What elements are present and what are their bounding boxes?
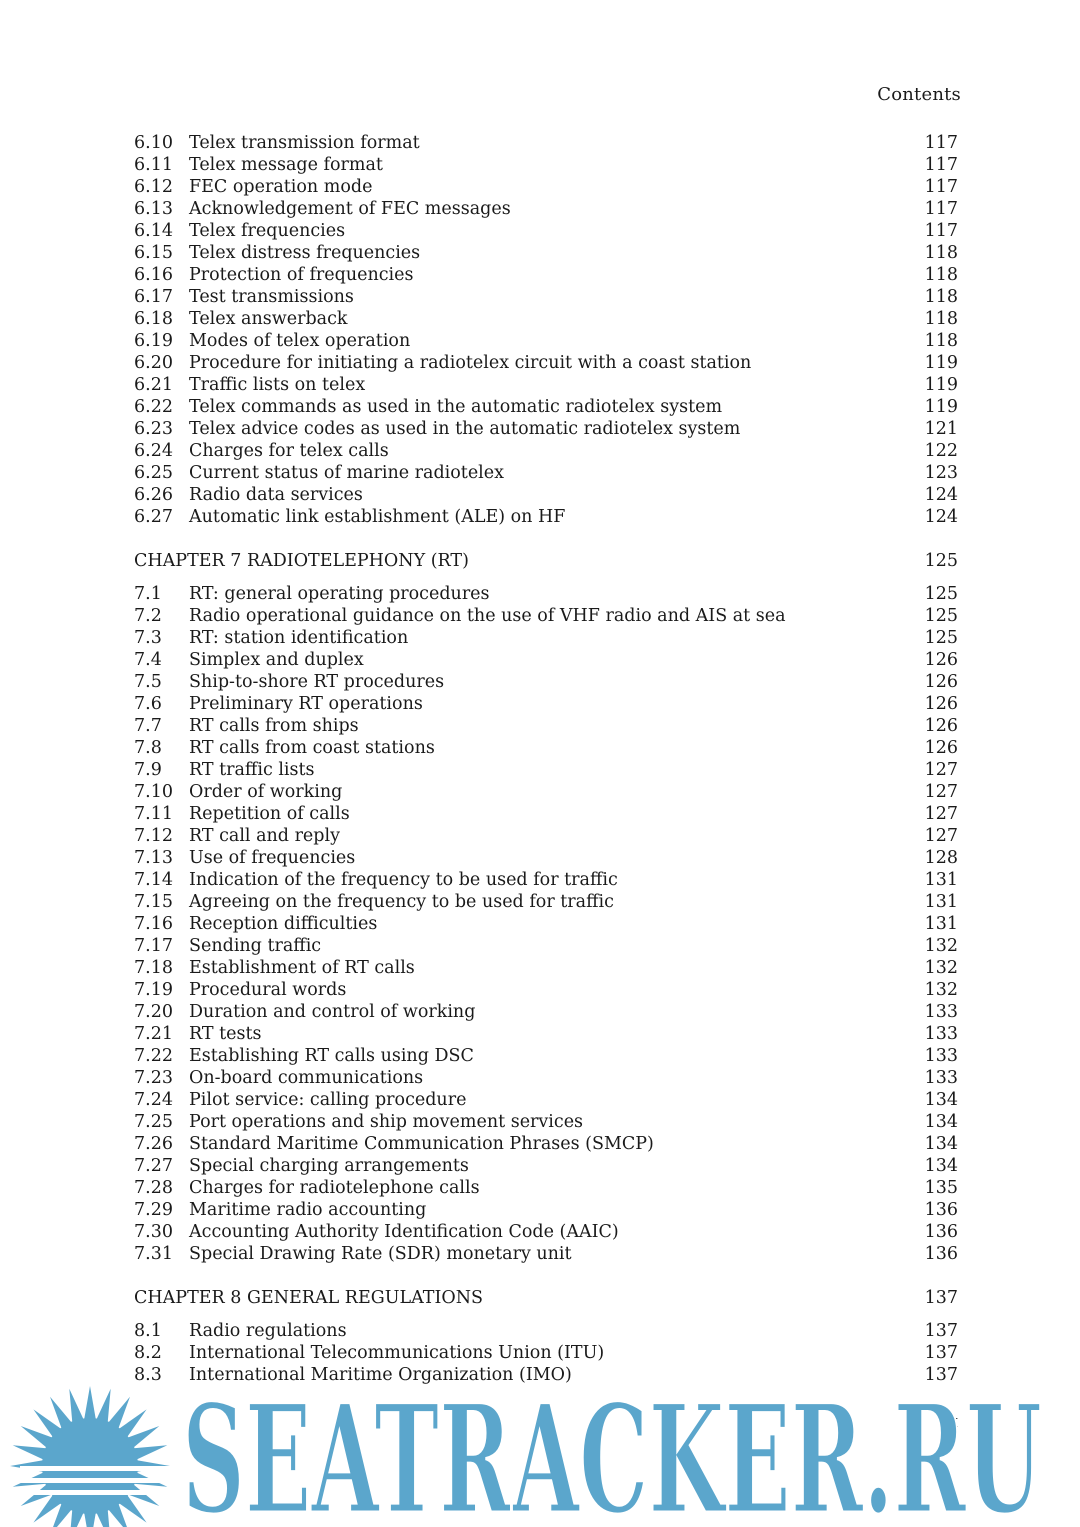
section-title: Telex advice codes as used in the automatic radiotelex system xyxy=(189,419,741,439)
toc-entry[interactable] xyxy=(134,671,958,693)
chapter-8-heading[interactable] xyxy=(134,1287,958,1309)
section-title: Repetition of calls xyxy=(189,804,350,824)
toc-entry[interactable] xyxy=(134,396,958,418)
section-title: Procedure for initiating a radiotelex circuit with a coast station xyxy=(189,353,752,373)
toc-entry[interactable] xyxy=(134,1089,958,1111)
toc-entry[interactable] xyxy=(134,1221,958,1243)
section-number: 7.19 xyxy=(134,980,173,1000)
section-page-number: 125 xyxy=(924,628,958,648)
toc-entry[interactable] xyxy=(134,132,958,154)
section-page-number: 132 xyxy=(924,980,958,1000)
chapter-title: CHAPTER 7 RADIOTELEPHONY (RT) xyxy=(134,551,469,571)
section-page-number: 124 xyxy=(924,485,958,505)
section-title: Traffic lists on telex xyxy=(189,375,366,395)
toc-entry[interactable] xyxy=(134,583,958,605)
section-page-number: 133 xyxy=(924,1002,958,1022)
section-title: Telex distress frequencies xyxy=(189,243,421,263)
section-title: Standard Maritime Communication Phrases (SMCP) xyxy=(189,1134,654,1154)
toc-entry[interactable] xyxy=(134,1342,958,1364)
section-number: 6.21 xyxy=(134,375,173,395)
running-header: Contents xyxy=(877,84,961,105)
section-page-number: 137 xyxy=(924,1365,958,1385)
section-number: 6.13 xyxy=(134,199,173,219)
section-page-number: 123 xyxy=(924,463,958,483)
section-title: Current status of marine radiotelex xyxy=(189,463,505,483)
section-title: Ship-to-shore RT procedures xyxy=(189,672,445,692)
toc-entry[interactable] xyxy=(134,1133,958,1155)
section-page-number: 134 xyxy=(924,1090,958,1110)
section-page-number: 127 xyxy=(924,760,958,780)
section-page-number: 126 xyxy=(924,650,958,670)
chapter-6-entries xyxy=(134,132,958,528)
toc-entry[interactable] xyxy=(134,759,958,781)
toc-entry[interactable] xyxy=(134,330,958,352)
section-title: RT calls from coast stations xyxy=(189,738,435,758)
section-page-number: 118 xyxy=(924,331,958,351)
section-page-number: 118 xyxy=(924,265,958,285)
section-page-number: 125 xyxy=(924,606,958,626)
section-page-number: 119 xyxy=(924,375,958,395)
section-title: Telex transmission format xyxy=(189,133,420,153)
section-title: Duration and control of working xyxy=(189,1002,476,1022)
toc-entry[interactable] xyxy=(134,737,958,759)
section-title: Maritime radio accounting xyxy=(189,1200,427,1220)
toc-entry[interactable] xyxy=(134,176,958,198)
section-title: Establishment of RT calls xyxy=(189,958,415,978)
toc-entry[interactable] xyxy=(134,1243,958,1265)
section-page-number: 134 xyxy=(924,1134,958,1154)
section-number: 6.26 xyxy=(134,485,173,505)
toc-entry[interactable] xyxy=(134,979,958,1001)
section-title: On-board communications xyxy=(189,1068,424,1088)
toc-entry[interactable] xyxy=(134,506,958,528)
section-number: 7.8 xyxy=(134,738,162,758)
toc-entry[interactable] xyxy=(134,1111,958,1133)
section-number: 8.3 xyxy=(134,1365,162,1385)
section-number: 7.26 xyxy=(134,1134,173,1154)
section-title: RT tests xyxy=(189,1024,262,1044)
section-number: 7.3 xyxy=(134,628,162,648)
section-number: 7.1 xyxy=(134,584,162,604)
section-number: 6.11 xyxy=(134,155,173,175)
section-number: 7.14 xyxy=(134,870,173,890)
section-title: Radio operational guidance on the use of VHF radio and AIS at sea xyxy=(189,606,786,626)
section-title: International Maritime Organization (IMO) xyxy=(189,1365,572,1385)
section-title: International Telecommunications Union (ITU) xyxy=(189,1343,605,1363)
section-page-number: 125 xyxy=(924,584,958,604)
toc-entry[interactable] xyxy=(134,913,958,935)
section-number: 7.28 xyxy=(134,1178,173,1198)
section-page-number: 136 xyxy=(924,1222,958,1242)
toc-entry[interactable] xyxy=(134,1001,958,1023)
section-title: RT: station identification xyxy=(189,628,409,648)
section-page-number: 135 xyxy=(924,1178,958,1198)
section-number: 7.20 xyxy=(134,1002,173,1022)
section-page-number: 118 xyxy=(924,243,958,263)
section-title: Special charging arrangements xyxy=(189,1156,469,1176)
toc-entry[interactable] xyxy=(134,440,958,462)
toc-entry[interactable] xyxy=(134,1045,958,1067)
section-page-number: 127 xyxy=(924,826,958,846)
section-page-number: 132 xyxy=(924,958,958,978)
section-page-number: 121 xyxy=(924,419,958,439)
section-title: Special Drawing Rate (SDR) monetary unit xyxy=(189,1244,572,1264)
toc-entry[interactable] xyxy=(134,352,958,374)
chapter-page-number: 137 xyxy=(924,1288,958,1308)
toc-entry[interactable] xyxy=(134,891,958,913)
section-number: 7.11 xyxy=(134,804,173,824)
section-number: 7.12 xyxy=(134,826,173,846)
section-number: 6.18 xyxy=(134,309,173,329)
section-number: 6.14 xyxy=(134,221,173,241)
section-page-number: 132 xyxy=(924,936,958,956)
section-page-number: 131 xyxy=(924,892,958,912)
section-title: Telex message format xyxy=(189,155,383,175)
section-page-number: 136 xyxy=(924,1200,958,1220)
section-page-number: 126 xyxy=(924,738,958,758)
section-title: Sending traffic xyxy=(189,936,322,956)
section-title: Test transmissions xyxy=(189,287,354,307)
toc-entry[interactable] xyxy=(134,715,958,737)
section-number: 7.29 xyxy=(134,1200,173,1220)
section-page-number: 117 xyxy=(924,177,958,197)
section-number: 7.21 xyxy=(134,1024,173,1044)
section-number: 6.15 xyxy=(134,243,173,263)
toc-entry[interactable] xyxy=(134,869,958,891)
section-title: Simplex and duplex xyxy=(189,650,364,670)
section-title: Order of working xyxy=(189,782,343,802)
section-number: 7.22 xyxy=(134,1046,173,1066)
section-number: 6.27 xyxy=(134,507,173,527)
section-page-number: 127 xyxy=(924,804,958,824)
chapter-7-heading[interactable] xyxy=(134,550,958,572)
section-page-number: 131 xyxy=(924,914,958,934)
section-page-number: 119 xyxy=(924,353,958,373)
section-title: Establishing RT calls using DSC xyxy=(189,1046,474,1066)
page-number: ix xyxy=(943,1412,959,1432)
section-title: Telex frequencies xyxy=(189,221,346,241)
section-page-number: 118 xyxy=(924,287,958,307)
watermark-logo xyxy=(0,1366,1080,1527)
section-number: 6.25 xyxy=(134,463,173,483)
section-page-number: 126 xyxy=(924,716,958,736)
toc-entry[interactable] xyxy=(134,1177,958,1199)
section-title: Acknowledgement of FEC messages xyxy=(189,199,511,219)
section-page-number: 134 xyxy=(924,1156,958,1176)
section-number: 7.15 xyxy=(134,892,173,912)
section-number: 7.18 xyxy=(134,958,173,978)
section-number: 7.25 xyxy=(134,1112,173,1132)
section-page-number: 126 xyxy=(924,672,958,692)
section-number: 7.9 xyxy=(134,760,162,780)
toc-entry[interactable] xyxy=(134,418,958,440)
section-page-number: 127 xyxy=(924,782,958,802)
section-title: Telex answerback xyxy=(189,309,348,329)
toc-entry[interactable] xyxy=(134,693,958,715)
section-number: 6.17 xyxy=(134,287,173,307)
section-number: 7.6 xyxy=(134,694,162,714)
toc-entry[interactable] xyxy=(134,308,958,330)
section-title: Automatic link establishment (ALE) on HF xyxy=(189,507,566,527)
section-number: 8.1 xyxy=(134,1321,162,1341)
section-page-number: 117 xyxy=(924,199,958,219)
section-page-number: 133 xyxy=(924,1024,958,1044)
section-title: Radio regulations xyxy=(189,1321,347,1341)
toc-entry[interactable] xyxy=(134,649,958,671)
section-page-number: 126 xyxy=(924,694,958,714)
section-number: 7.7 xyxy=(134,716,162,736)
section-page-number: 134 xyxy=(924,1112,958,1132)
section-number: 8.2 xyxy=(134,1343,162,1363)
toc-entry[interactable] xyxy=(134,781,958,803)
section-title: Agreeing on the frequency to be used for traffic xyxy=(189,892,614,912)
section-title: Protection of frequencies xyxy=(189,265,414,285)
section-number: 7.13 xyxy=(134,848,173,868)
section-number: 7.27 xyxy=(134,1156,173,1176)
toc-entry[interactable] xyxy=(134,1155,958,1177)
toc-entry[interactable] xyxy=(134,374,958,396)
section-title: Telex commands as used in the automatic radiotelex system xyxy=(189,397,723,417)
section-page-number: 119 xyxy=(924,397,958,417)
toc-entry[interactable] xyxy=(134,1320,958,1342)
chapter-title: CHAPTER 8 GENERAL REGULATIONS xyxy=(134,1288,484,1308)
section-page-number: 122 xyxy=(924,441,958,461)
section-title: Accounting Authority Identification Code (AAIC) xyxy=(189,1222,619,1242)
toc-entry[interactable] xyxy=(134,627,958,649)
section-number: 6.23 xyxy=(134,419,173,439)
toc-entry[interactable] xyxy=(134,286,958,308)
section-number: 6.19 xyxy=(134,331,173,351)
chapter-page-number: 125 xyxy=(924,551,958,571)
toc-entry[interactable] xyxy=(134,220,958,242)
watermark-text: SEATRACKER.RU xyxy=(182,1372,1042,1527)
toc-entry[interactable] xyxy=(134,605,958,627)
section-title: Modes of telex operation xyxy=(189,331,411,351)
chapter-7-entries xyxy=(134,583,958,1265)
toc-entry[interactable] xyxy=(134,847,958,869)
section-number: 7.31 xyxy=(134,1244,173,1264)
toc-entry[interactable] xyxy=(134,935,958,957)
section-number: 7.2 xyxy=(134,606,162,626)
section-title: Use of frequencies xyxy=(189,848,356,868)
section-number: 7.4 xyxy=(134,650,162,670)
section-number: 7.5 xyxy=(134,672,162,692)
section-title: FEC operation mode xyxy=(189,177,373,197)
section-number: 7.16 xyxy=(134,914,173,934)
section-title: Procedural words xyxy=(189,980,347,1000)
section-title: RT calls from ships xyxy=(189,716,359,736)
section-number: 6.12 xyxy=(134,177,173,197)
toc-entry[interactable] xyxy=(134,825,958,847)
section-title: RT: general operating procedures xyxy=(189,584,490,604)
section-page-number: 133 xyxy=(924,1046,958,1066)
section-page-number: 133 xyxy=(924,1068,958,1088)
section-title: Reception difficulties xyxy=(189,914,378,934)
section-number: 7.17 xyxy=(134,936,173,956)
section-page-number: 137 xyxy=(924,1321,958,1341)
section-page-number: 131 xyxy=(924,870,958,890)
section-page-number: 117 xyxy=(924,221,958,241)
toc-entry[interactable] xyxy=(134,154,958,176)
section-title: Pilot service: calling procedure xyxy=(189,1090,467,1110)
section-number: 6.24 xyxy=(134,441,173,461)
toc-entry[interactable] xyxy=(134,484,958,506)
table-of-contents xyxy=(134,132,958,1386)
toc-entry[interactable] xyxy=(134,198,958,220)
section-number: 6.16 xyxy=(134,265,173,285)
toc-entry[interactable] xyxy=(134,1023,958,1045)
section-number: 6.20 xyxy=(134,353,173,373)
section-number: 7.10 xyxy=(134,782,173,802)
section-title: Indication of the frequency to be used for traffic xyxy=(189,870,618,890)
toc-entry[interactable] xyxy=(134,957,958,979)
toc-entry[interactable] xyxy=(134,242,958,264)
toc-entry[interactable] xyxy=(134,264,958,286)
section-number: 6.22 xyxy=(134,397,173,417)
toc-entry[interactable] xyxy=(134,803,958,825)
toc-entry[interactable] xyxy=(134,1199,958,1221)
toc-entry[interactable] xyxy=(134,462,958,484)
section-page-number: 124 xyxy=(924,507,958,527)
section-page-number: 128 xyxy=(924,848,958,868)
section-title: Preliminary RT operations xyxy=(189,694,423,714)
section-number: 7.23 xyxy=(134,1068,173,1088)
section-title: Port operations and ship movement services xyxy=(189,1112,584,1132)
section-page-number: 136 xyxy=(924,1244,958,1264)
section-title: Radio data services xyxy=(189,485,363,505)
section-page-number: 117 xyxy=(924,155,958,175)
section-title: RT traffic lists xyxy=(189,760,315,780)
section-page-number: 118 xyxy=(924,309,958,329)
section-number: 6.10 xyxy=(134,133,173,153)
section-page-number: 117 xyxy=(924,133,958,153)
sunburst-icon xyxy=(10,1386,170,1527)
toc-entry[interactable] xyxy=(134,1067,958,1089)
section-title: Charges for radiotelephone calls xyxy=(189,1178,480,1198)
section-title: RT call and reply xyxy=(189,826,340,846)
section-page-number: 137 xyxy=(924,1343,958,1363)
section-number: 7.24 xyxy=(134,1090,173,1110)
section-number: 7.30 xyxy=(134,1222,173,1242)
section-title: Charges for telex calls xyxy=(189,441,389,461)
